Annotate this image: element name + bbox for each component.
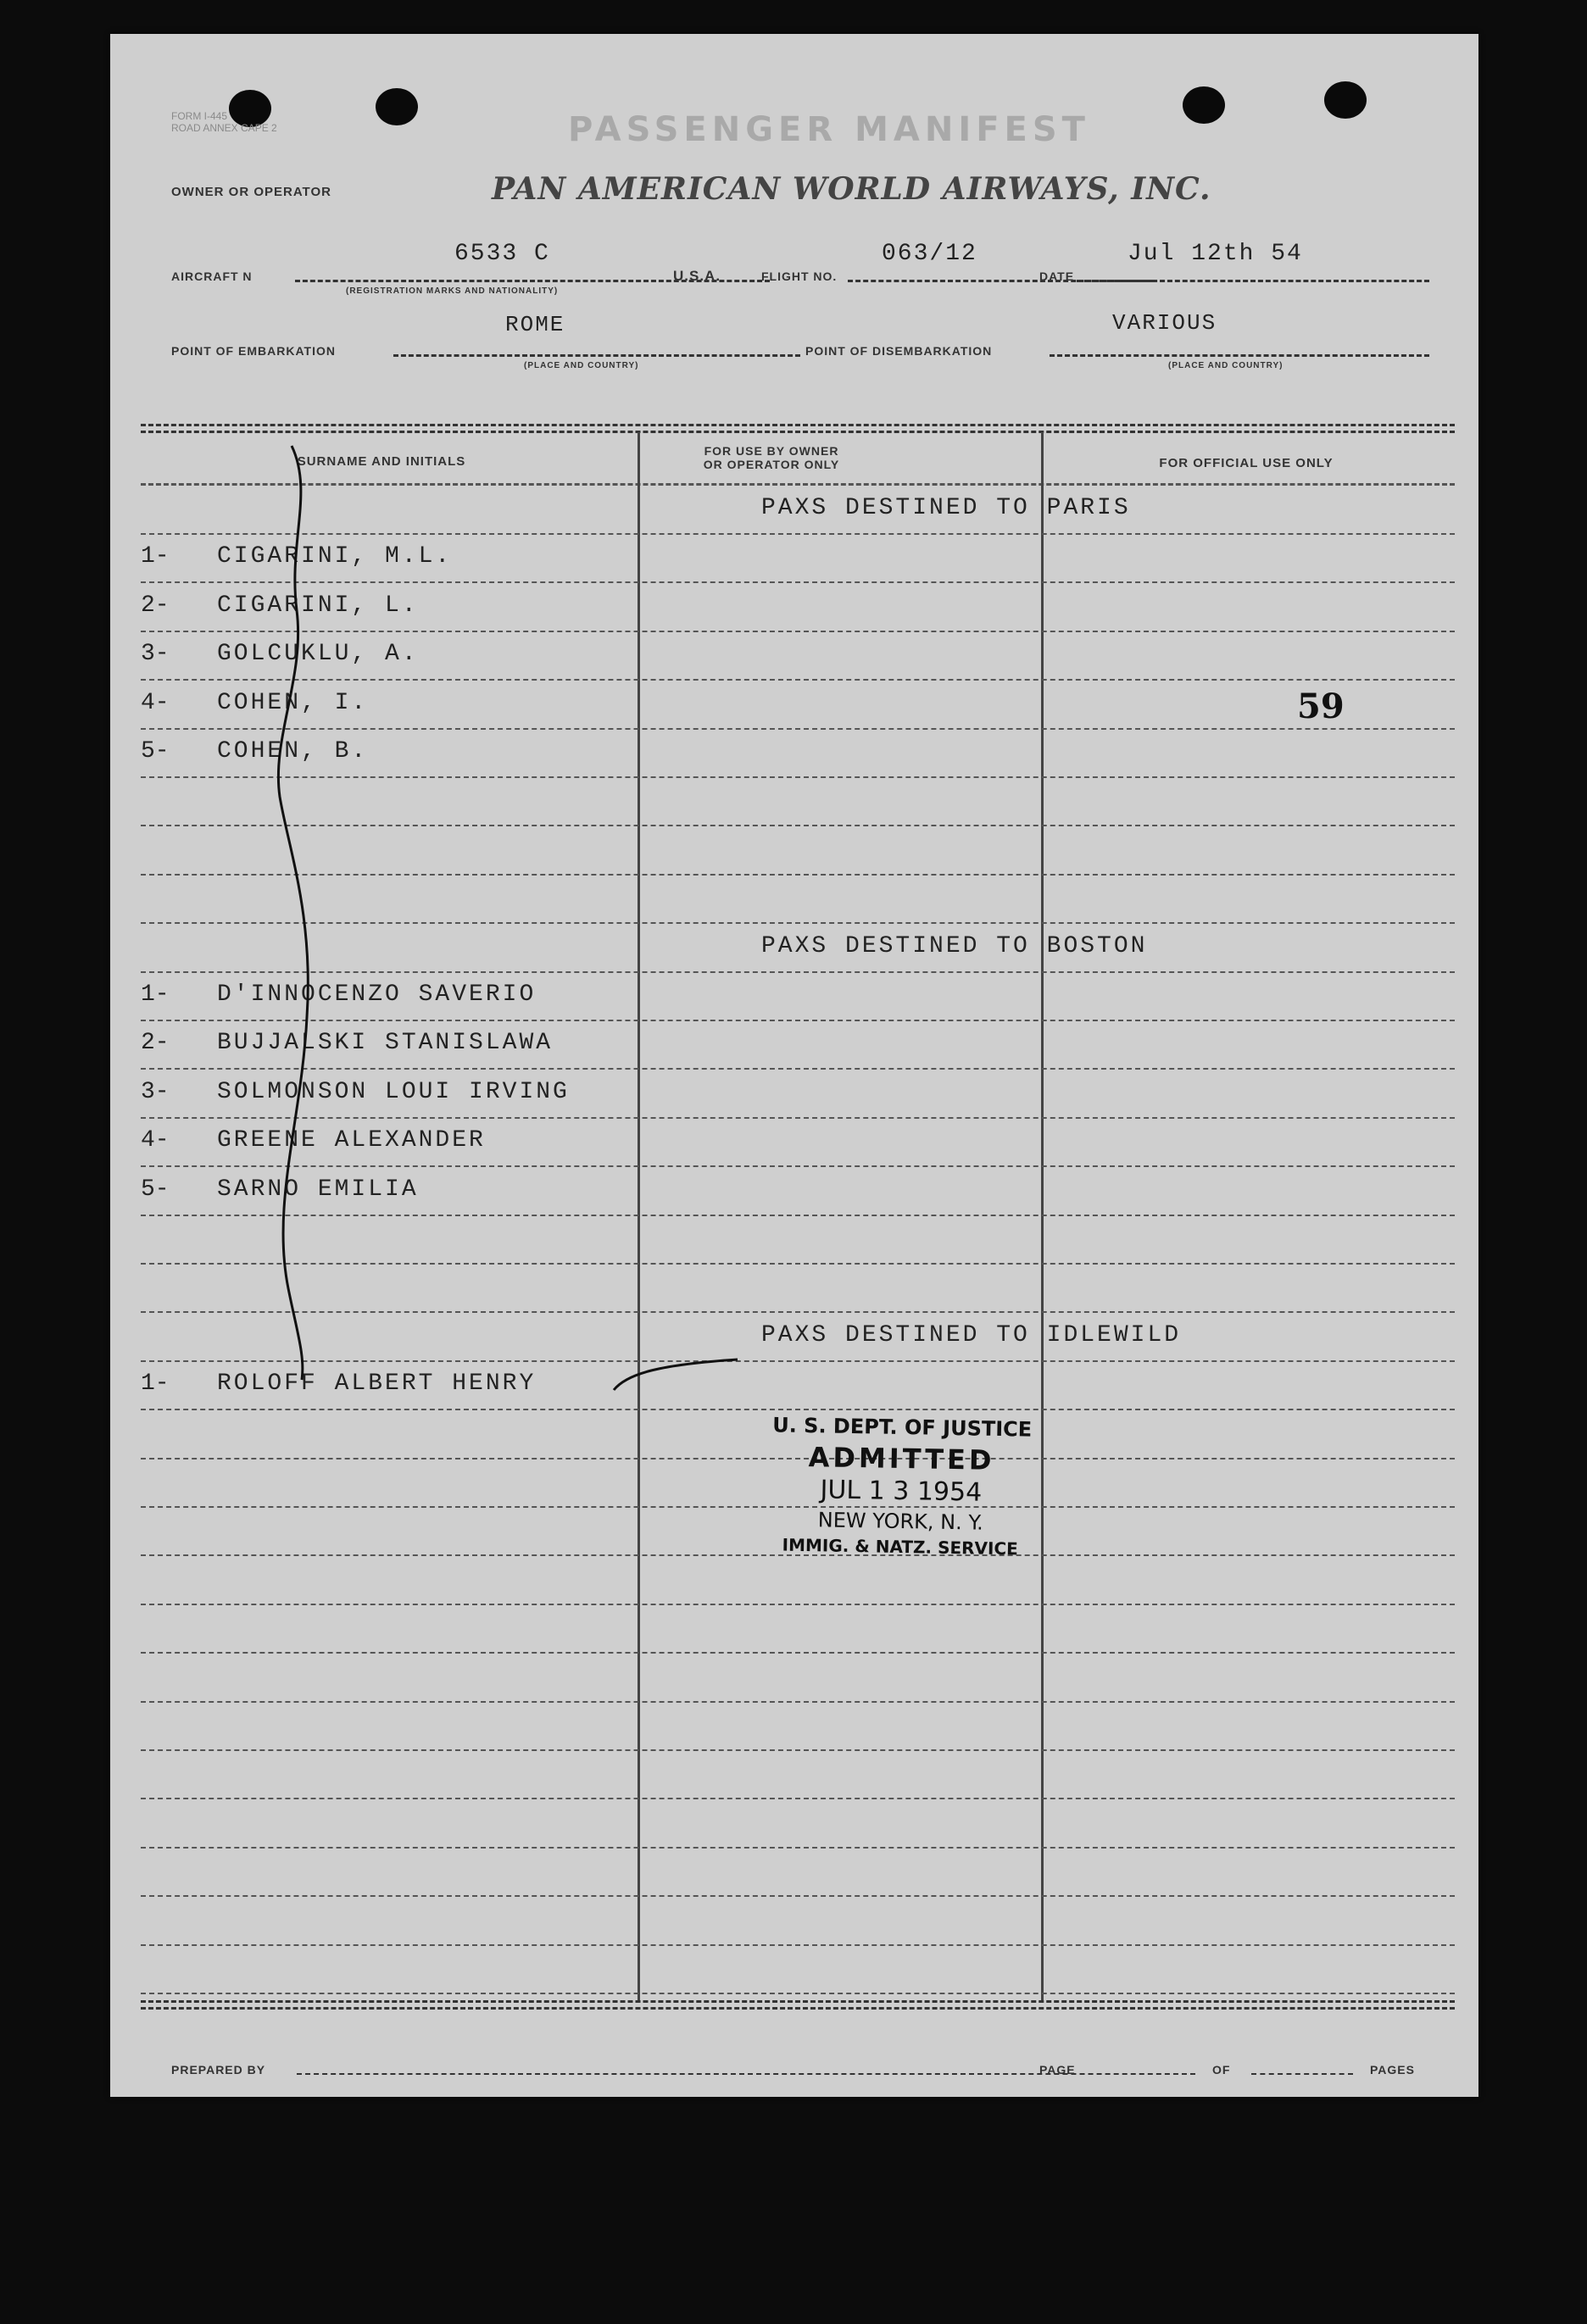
disembarkation-sub: (PLACE AND COUNTRY) (1168, 361, 1284, 370)
owner-label: OWNER OR OPERATOR (171, 185, 331, 199)
col-surname: SURNAME AND INITIALS (297, 454, 466, 469)
flight-value: 063/12 (882, 241, 977, 267)
embarkation-line (393, 354, 800, 357)
punch-hole (376, 88, 418, 125)
usa-label: U.S.A. (673, 268, 721, 284)
table-row (141, 631, 1455, 681)
form-code-line1: FORM I-445 (171, 110, 228, 122)
admitted-stamp (771, 1413, 1033, 1559)
handwritten-check-line (263, 441, 331, 1390)
aircraft-label: AIRCRAFT N (171, 270, 253, 283)
of-label: OF (1212, 2063, 1231, 2077)
empty-row (141, 1604, 1455, 1654)
row-number: 1- (141, 543, 170, 570)
stamp-line4: NEW YORK, N. Y. (817, 1508, 984, 1535)
row-number: 3- (141, 1078, 170, 1105)
destination-note: PAXS DESTINED TO BOSTON (761, 932, 1148, 959)
passenger-name: BUJJALSKI STANISLAWA (217, 1030, 554, 1057)
table-row (141, 533, 1455, 583)
table-bottom-rule-2 (141, 2007, 1455, 2010)
row-number: 4- (141, 689, 170, 716)
stamp-line1: U. S. DEPT. OF JUSTICE (771, 1413, 1033, 1442)
official-mark: 59 (1297, 687, 1345, 726)
table-row (141, 1020, 1455, 1070)
table-row (141, 680, 1455, 730)
table-top-rule (141, 424, 1455, 426)
table-row (141, 1215, 1455, 1265)
handwritten-tick (610, 1356, 746, 1398)
table-row (141, 826, 1455, 876)
pages-label: PAGES (1370, 2063, 1415, 2077)
col-official: FOR OFFICIAL USE ONLY (1159, 456, 1334, 470)
passenger-name: SOLMONSON LOUI IRVING (217, 1078, 570, 1105)
passenger-name: SARNO EMILIA (217, 1176, 419, 1203)
form-code-line2: ROAD ANNEX CAPE 2 (171, 122, 277, 134)
disembarkation-value: VARIOUS (1112, 310, 1217, 336)
empty-row (141, 1653, 1455, 1703)
table-row (141, 1360, 1455, 1410)
table-row (141, 1263, 1455, 1313)
empty-row (141, 1555, 1455, 1605)
empty-row (141, 1749, 1455, 1799)
prepared-by-label: PREPARED BY (171, 2063, 266, 2077)
table-row (141, 971, 1455, 1021)
table-row (141, 1312, 1455, 1362)
empty-row (141, 1701, 1455, 1751)
embarkation-sub: (PLACE AND COUNTRY) (524, 361, 639, 370)
empty-row (141, 1944, 1455, 1994)
table-row (141, 1069, 1455, 1119)
passenger-name: CIGARINI, L. (217, 592, 419, 619)
table-top-rule-2 (141, 431, 1455, 433)
form-code (171, 110, 277, 134)
stamp-line2: ADMITTED (808, 1441, 995, 1476)
embarkation-label: POINT OF EMBARKATION (171, 344, 336, 358)
row-number: 5- (141, 738, 170, 764)
row-number: 3- (141, 641, 170, 668)
table-row (141, 874, 1455, 924)
of-line (1251, 2073, 1353, 2075)
table-bottom-rule (141, 2000, 1455, 2003)
aircraft-value: 6533 C (454, 241, 550, 267)
table-row (141, 728, 1455, 778)
col-owner-use-line1: FOR USE BY OWNER (704, 444, 839, 458)
row-number: 2- (141, 592, 170, 619)
row-number: 1- (141, 981, 170, 1008)
date-value: Jul 12th 54 (1128, 241, 1303, 267)
row-number: 4- (141, 1127, 170, 1154)
owner-value: PAN AMERICAN WORLD AIRWAYS, INC. (492, 171, 1211, 207)
col-owner-use-line2: OR OPERATOR ONLY (703, 458, 840, 471)
table-row (141, 582, 1455, 632)
flight-label: FLIGHT NO. (761, 270, 838, 283)
disembarkation-label: POINT OF DISEMBARKATION (805, 344, 993, 358)
passenger-name: GREENE ALEXANDER (217, 1127, 486, 1154)
passenger-name: COHEN, I. (217, 689, 369, 716)
empty-row (141, 1896, 1455, 1946)
table-row (141, 1166, 1455, 1216)
stamp-line3: JUL 1 3 1954 (820, 1475, 983, 1508)
table-row (141, 1117, 1455, 1167)
stamp-line5: IMMIG. & NATZ. SERVICE (782, 1534, 1019, 1560)
passenger-name: ROLOFF ALBERT HENRY (217, 1370, 537, 1398)
destination-note: PAXS DESTINED TO IDLEWILD (761, 1321, 1182, 1348)
disembarkation-line (1050, 354, 1429, 357)
row-number: 1- (141, 1370, 170, 1398)
page-label: PAGE (1039, 2063, 1076, 2077)
manifest-title: PASSENGER MANIFEST (568, 110, 1090, 149)
punch-hole (1324, 81, 1367, 119)
aircraft-sub: (REGISTRATION MARKS AND NATIONALITY) (346, 286, 559, 296)
passenger-name: GOLCUKLU, A. (217, 641, 419, 668)
empty-row (141, 1847, 1455, 1897)
embarkation-value: ROME (505, 312, 565, 337)
row-number: 2- (141, 1030, 170, 1057)
passenger-name: D'INNOCENZO SAVERIO (217, 981, 537, 1008)
passenger-name: COHEN, B. (217, 738, 369, 764)
table-row (141, 923, 1455, 973)
date-line (1077, 280, 1429, 282)
row-number: 5- (141, 1176, 170, 1203)
table-row (141, 776, 1455, 826)
table-row (141, 485, 1455, 535)
empty-row (141, 1799, 1455, 1849)
destination-note: PAXS DESTINED TO PARIS (761, 495, 1131, 521)
punch-hole (1183, 86, 1225, 124)
passenger-name: CIGARINI, M.L. (217, 543, 453, 570)
date-label: DATE (1039, 270, 1075, 283)
manifest-sheet (110, 34, 1478, 2097)
col-owner-use (644, 444, 899, 471)
